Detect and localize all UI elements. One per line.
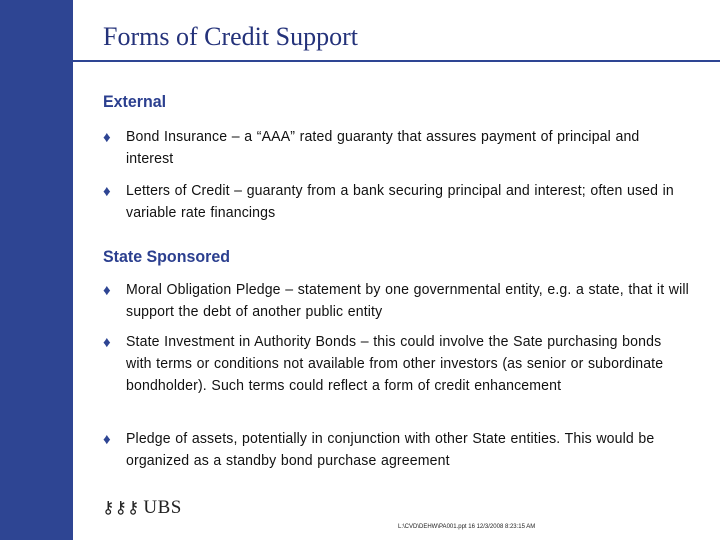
bullet-item <box>103 331 703 397</box>
slide-title: Forms of Credit Support <box>103 22 358 51</box>
diamond-bullet-icon: ♦ <box>103 282 111 299</box>
ubs-logo <box>102 497 182 519</box>
diamond-bullet-icon: ♦ <box>103 183 111 200</box>
left-sidebar-band <box>0 0 73 540</box>
bullet-item <box>103 279 703 323</box>
diamond-bullet-icon: ♦ <box>103 431 111 448</box>
diamond-bullet-icon: ♦ <box>103 129 111 146</box>
section-heading-state-sponsored: State Sponsored <box>103 247 230 266</box>
bullet-text: State Investment in Authority Bonds – this could involve the Sate purchasing bonds with terms or conditions not available from other investors (as senior or subordinate bondholder). Such terms could reflect a form of credit enhancement <box>126 333 664 394</box>
bullet-text: Moral Obligation Pledge – statement by one governmental entity, e.g. a state, that it will support the debt of another public entity <box>126 281 689 320</box>
three-keys-icon: ⚷⚷⚷ <box>102 498 140 518</box>
section-heading-external: External <box>103 92 167 111</box>
bullet-item <box>103 428 703 472</box>
logo-wordmark: UBS <box>143 497 182 518</box>
diamond-bullet-icon: ♦ <box>103 334 111 351</box>
bullet-text: Pledge of assets, potentially in conjunction with other State entities. This would be organized as a standby bond purchase agreement <box>126 430 655 469</box>
title-divider <box>25 60 720 62</box>
bullet-item <box>103 126 703 170</box>
bullet-text: Letters of Credit – guaranty from a bank securing principal and interest; often used in variable rate financings <box>126 182 674 221</box>
footer-file-path: L:\CVD\DEHW\PA001.ppt 16 12/3/2008 8:23:15 AM <box>398 524 536 530</box>
bullet-text: Bond Insurance – a “AAA” rated guaranty that assures payment of principal and interest <box>126 128 640 167</box>
bullet-item <box>103 180 703 224</box>
